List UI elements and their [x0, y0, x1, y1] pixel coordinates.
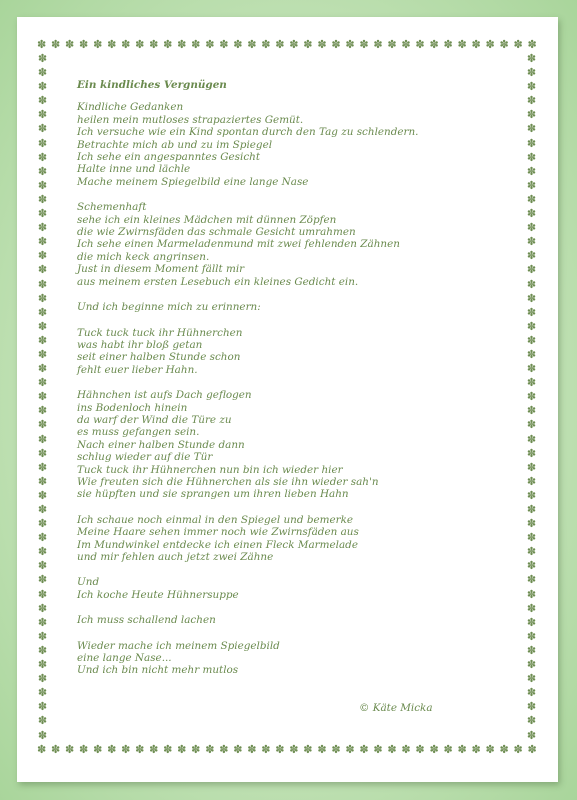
flower-ornament-icon: ✽	[191, 38, 201, 51]
poem-card	[17, 17, 558, 782]
flower-ornament-icon: ✽	[526, 573, 537, 587]
flower-ornament-icon: ✽	[513, 38, 523, 51]
flower-ornament-icon: ✽	[526, 404, 537, 418]
poem-stanza	[77, 101, 507, 188]
flower-ornament-icon: ✽	[317, 38, 327, 51]
flower-ornament-icon: ✽	[37, 517, 48, 531]
flower-ornament-icon: ✽	[177, 38, 187, 51]
flower-ornament-icon: ✽	[526, 376, 537, 390]
poem-line: Und ich beginne mich zu erinnern:	[77, 301, 261, 314]
flower-ornament-icon: ✽	[526, 94, 537, 108]
poem-signature: © Käte Micka	[359, 702, 433, 714]
flower-ornament-icon: ✽	[485, 743, 495, 756]
flower-ornament-icon: ✽	[51, 38, 61, 51]
flower-ornament-icon: ✽	[121, 743, 131, 756]
flower-ornament-icon: ✽	[401, 743, 411, 756]
poem-line: was habt ihr bloß getan	[77, 338, 203, 351]
poem-line: und mir fehlen auch jetzt zwei Zähne	[77, 551, 274, 563]
flower-ornament-icon: ✽	[37, 164, 48, 178]
flower-ornament-icon: ✽	[526, 531, 537, 545]
flower-ornament-icon: ✽	[526, 192, 537, 206]
flower-ornament-icon: ✽	[457, 38, 467, 51]
flower-ornament-icon: ✽	[233, 38, 243, 51]
poem-body	[77, 79, 507, 677]
flower-ornament-icon: ✽	[526, 545, 537, 559]
flower-ornament-icon: ✽	[526, 503, 537, 516]
poem-line: ins Bodenloch hinein	[77, 401, 188, 414]
flower-ornament-icon: ✽	[37, 488, 48, 502]
flower-ornament-icon: ✽	[37, 52, 48, 65]
flower-ornament-icon: ✽	[205, 38, 215, 51]
flower-ornament-icon: ✽	[37, 559, 48, 573]
flower-ornament-icon: ✽	[526, 150, 537, 164]
poem-stanza	[77, 389, 507, 501]
flower-ornament-icon: ✽	[485, 38, 495, 51]
poem-line: Ich muss schallend lachen	[77, 614, 216, 627]
flower-ornament-icon: ✽	[415, 38, 425, 51]
flower-ornament-icon: ✽	[429, 743, 439, 756]
poem-stanzas	[77, 101, 507, 676]
flower-ornament-icon: ✽	[359, 743, 369, 756]
flower-ornament-icon: ✽	[37, 80, 48, 94]
flower-ornament-icon: ✽	[247, 38, 257, 51]
poem-line: Meine Haare sehen immer noch wie Zwirnsfäden aus	[77, 526, 359, 539]
flower-ornament-icon: ✽	[526, 601, 537, 615]
poem-stanza	[77, 576, 507, 601]
poem-line: Betrachte mich ab und zu im Spiegel	[77, 138, 273, 151]
flower-ornament-icon: ✽	[219, 743, 229, 756]
stanza-gap	[77, 288, 507, 301]
poem-line: Wieder mache ich meinem Spiegelbild	[77, 639, 280, 652]
flower-ornament-icon: ✽	[37, 94, 48, 108]
poem-stanza	[77, 614, 507, 626]
flower-ornament-icon: ✽	[526, 714, 537, 728]
flower-ornament-icon: ✽	[37, 601, 48, 615]
poem-line: sehe ich ein kleines Mädchen mit dünnen Zöpfen	[77, 213, 337, 226]
flower-ornament-icon: ✽	[37, 376, 48, 390]
flower-ornament-icon: ✽	[275, 743, 285, 756]
poem-line: Mache meinem Spiegelbild eine lange Nase	[77, 175, 309, 188]
stanza-gap	[77, 501, 507, 514]
flower-ornament-icon: ✽	[37, 629, 48, 643]
flower-ornament-icon: ✽	[37, 686, 48, 700]
flower-ornament-icon: ✽	[373, 743, 383, 756]
flower-ornament-icon: ✽	[443, 743, 453, 756]
flower-ornament-icon: ✽	[471, 743, 481, 756]
flower-ornament-icon: ✽	[526, 249, 537, 263]
flower-ornament-icon: ✽	[526, 362, 537, 376]
flower-ornament-icon: ✽	[471, 38, 481, 51]
flower-ornament-icon: ✽	[37, 347, 48, 361]
flower-ornament-icon: ✽	[526, 488, 537, 502]
poem-line: Schemenhaft	[77, 201, 147, 214]
flower-ornament-icon: ✽	[387, 743, 397, 756]
flower-ornament-icon: ✽	[37, 743, 47, 756]
stanza-gap	[77, 563, 507, 576]
flower-ornament-icon: ✽	[37, 418, 48, 432]
poem-line: sie hüpften und sie sprangen um ihren lieben Hahn	[77, 488, 349, 501]
flower-ornament-icon: ✽	[37, 714, 48, 728]
poem-stanza	[77, 327, 507, 377]
flower-ornament-icon: ✽	[261, 743, 271, 756]
poem-line: schlug wieder auf die Tür	[77, 451, 213, 464]
flower-ornament-icon: ✽	[526, 460, 537, 474]
poem-line: Just in diesem Moment fällt mir	[77, 263, 245, 276]
flower-ornament-icon: ✽	[37, 531, 48, 545]
flower-ornament-icon: ✽	[177, 743, 187, 756]
poem-stanza	[77, 301, 507, 313]
flower-ornament-icon: ✽	[526, 122, 537, 136]
poem-line: Und ich bin nicht mehr mutlos	[77, 664, 239, 677]
flower-ornament-icon: ✽	[415, 743, 425, 756]
flower-ornament-icon: ✽	[513, 743, 523, 756]
flower-ornament-icon: ✽	[65, 38, 75, 51]
ornament-border-bottom	[37, 744, 537, 755]
flower-ornament-icon: ✽	[37, 66, 48, 80]
flower-ornament-icon: ✽	[37, 658, 48, 672]
poem-line: Ich sehe einen Marmeladenmund mit zwei fehlenden Zähnen	[77, 238, 400, 251]
flower-ornament-icon: ✽	[526, 587, 537, 601]
poem-title: Ein kindliches Vergnügen	[77, 79, 227, 91]
poem-line: die wie Zwirnsfäden das schmale Gesicht umrahmen	[77, 226, 356, 239]
flower-ornament-icon: ✽	[526, 728, 537, 742]
flower-ornament-icon: ✽	[526, 235, 537, 249]
stanza-gap	[77, 601, 507, 614]
poem-line: Ich sehe ein angespanntes Gesicht	[77, 151, 261, 164]
stanza-gap	[77, 627, 507, 640]
flower-ornament-icon: ✽	[37, 108, 48, 122]
poem-line: Und	[77, 576, 100, 589]
poem-line: Kindliche Gedanken	[77, 101, 184, 114]
flower-ornament-icon: ✽	[526, 615, 537, 629]
flower-ornament-icon: ✽	[526, 446, 537, 460]
poem-line: aus meinem ersten Lesebuch ein kleines Gedicht ein.	[77, 275, 359, 288]
ornament-border-top	[37, 39, 537, 50]
flower-ornament-icon: ✽	[37, 587, 48, 601]
flower-ornament-icon: ✽	[443, 38, 453, 51]
flower-ornament-icon: ✽	[37, 192, 48, 206]
stanza-gap	[77, 376, 507, 389]
flower-ornament-icon: ✽	[526, 136, 537, 150]
poem-line: Tuck tuck ihr Hühnerchen nun bin ich wieder hier	[77, 463, 343, 476]
flower-ornament-icon: ✽	[526, 66, 537, 80]
flower-ornament-icon: ✽	[526, 390, 537, 404]
flower-ornament-icon: ✽	[526, 178, 537, 192]
flower-ornament-icon: ✽	[499, 38, 509, 51]
flower-ornament-icon: ✽	[526, 291, 537, 305]
flower-ornament-icon: ✽	[526, 658, 537, 672]
flower-ornament-icon: ✽	[429, 38, 439, 51]
flower-ornament-icon: ✽	[37, 277, 48, 291]
flower-ornament-icon: ✽	[37, 615, 48, 629]
flower-ornament-icon: ✽	[526, 347, 537, 361]
flower-ornament-icon: ✽	[37, 319, 48, 333]
flower-ornament-icon: ✽	[526, 474, 537, 488]
poem-line: Nach einer halben Stunde dann	[77, 438, 245, 451]
flower-ornament-icon: ✽	[37, 474, 48, 488]
ornament-border-left	[37, 53, 48, 741]
flower-ornament-icon: ✽	[526, 672, 537, 686]
flower-ornament-icon: ✽	[93, 743, 103, 756]
flower-ornament-icon: ✽	[37, 404, 48, 418]
flower-ornament-icon: ✽	[205, 743, 215, 756]
flower-ornament-icon: ✽	[526, 559, 537, 573]
flower-ornament-icon: ✽	[37, 446, 48, 460]
flower-ornament-icon: ✽	[526, 52, 537, 65]
flower-ornament-icon: ✽	[37, 38, 47, 51]
poem-line: Ich versuche wie ein Kind spontan durch den Tag zu schlendern.	[77, 126, 419, 139]
flower-ornament-icon: ✽	[526, 333, 537, 347]
flower-ornament-icon: ✽	[526, 207, 537, 221]
flower-ornament-icon: ✽	[387, 38, 397, 51]
flower-ornament-icon: ✽	[331, 38, 341, 51]
poem-stanza	[77, 514, 507, 564]
flower-ornament-icon: ✽	[51, 743, 61, 756]
flower-ornament-icon: ✽	[37, 545, 48, 559]
flower-ornament-icon: ✽	[107, 38, 117, 51]
flower-ornament-icon: ✽	[37, 390, 48, 404]
flower-ornament-icon: ✽	[163, 743, 173, 756]
poem-line: seit einer halben Stunde schon	[77, 351, 241, 364]
flower-ornament-icon: ✽	[121, 38, 131, 51]
flower-ornament-icon: ✽	[219, 38, 229, 51]
flower-ornament-icon: ✽	[37, 573, 48, 587]
flower-ornament-icon: ✽	[303, 743, 313, 756]
flower-ornament-icon: ✽	[373, 38, 383, 51]
flower-ornament-icon: ✽	[135, 38, 145, 51]
poem-line: Im Mundwinkel entdecke ich einen Fleck Marmelade	[77, 538, 358, 551]
flower-ornament-icon: ✽	[37, 249, 48, 263]
flower-ornament-icon: ✽	[526, 221, 537, 235]
flower-ornament-icon: ✽	[107, 743, 117, 756]
flower-ornament-icon: ✽	[526, 629, 537, 643]
flower-ornament-icon: ✽	[526, 686, 537, 700]
poem-stanza	[77, 640, 507, 677]
flower-ornament-icon: ✽	[37, 136, 48, 150]
flower-ornament-icon: ✽	[526, 263, 537, 277]
flower-ornament-icon: ✽	[65, 743, 75, 756]
flower-ornament-icon: ✽	[303, 38, 313, 51]
poem-line: es muss gefangen sein.	[77, 426, 200, 439]
poem-line: Tuck tuck tuck ihr Hühnerchen	[77, 326, 243, 339]
flower-ornament-icon: ✽	[526, 432, 537, 446]
flower-ornament-icon: ✽	[526, 517, 537, 531]
poem-stanza	[77, 201, 507, 288]
poem-line: da warf der Wind die Türe zu	[77, 413, 232, 426]
flower-ornament-icon: ✽	[191, 743, 201, 756]
flower-ornament-icon: ✽	[37, 362, 48, 376]
flower-ornament-icon: ✽	[37, 672, 48, 686]
poem-line: Ich schaue noch einmal in den Spiegel und bemerke	[77, 513, 354, 526]
flower-ornament-icon: ✽	[37, 700, 48, 714]
poem-line: heilen mein mutloses strapaziertes Gemüt.	[77, 113, 304, 126]
poem-line: Hähnchen ist aufs Dach geflogen	[77, 389, 252, 402]
flower-ornament-icon: ✽	[526, 164, 537, 178]
flower-ornament-icon: ✽	[289, 38, 299, 51]
flower-ornament-icon: ✽	[37, 263, 48, 277]
poem-line: eine lange Nase...	[77, 652, 172, 665]
flower-ornament-icon: ✽	[37, 291, 48, 305]
flower-ornament-icon: ✽	[261, 38, 271, 51]
flower-ornament-icon: ✽	[79, 38, 89, 51]
flower-ornament-icon: ✽	[37, 207, 48, 221]
flower-ornament-icon: ✽	[37, 178, 48, 192]
stanza-gap	[77, 314, 507, 327]
flower-ornament-icon: ✽	[526, 80, 537, 94]
flower-ornament-icon: ✽	[345, 743, 355, 756]
poem-line: Ich koche Heute Hühnersuppe	[77, 588, 239, 601]
flower-ornament-icon: ✽	[149, 38, 159, 51]
flower-ornament-icon: ✽	[526, 643, 537, 657]
flower-ornament-icon: ✽	[526, 418, 537, 432]
flower-ornament-icon: ✽	[526, 277, 537, 291]
flower-ornament-icon: ✽	[93, 38, 103, 51]
flower-ornament-icon: ✽	[526, 305, 537, 319]
poem-line: Halte inne und lächle	[77, 163, 191, 176]
flower-ornament-icon: ✽	[526, 319, 537, 333]
flower-ornament-icon: ✽	[135, 743, 145, 756]
flower-ornament-icon: ✽	[37, 122, 48, 136]
flower-ornament-icon: ✽	[37, 333, 48, 347]
flower-ornament-icon: ✽	[37, 221, 48, 235]
flower-ornament-icon: ✽	[37, 150, 48, 164]
flower-ornament-icon: ✽	[247, 743, 257, 756]
flower-ornament-icon: ✽	[37, 643, 48, 657]
poem-line: Wie freuten sich die Hühnerchen als sie ihn wieder sah'n	[77, 475, 379, 488]
flower-ornament-icon: ✽	[526, 108, 537, 122]
stanza-gap	[77, 188, 507, 201]
flower-ornament-icon: ✽	[79, 743, 89, 756]
flower-ornament-icon: ✽	[345, 38, 355, 51]
flower-ornament-icon: ✽	[37, 460, 48, 474]
flower-ornament-icon: ✽	[457, 743, 467, 756]
flower-ornament-icon: ✽	[499, 743, 509, 756]
flower-ornament-icon: ✽	[37, 503, 48, 516]
poem-line: die mich keck angrinsen.	[77, 250, 210, 263]
flower-ornament-icon: ✽	[289, 743, 299, 756]
flower-ornament-icon: ✽	[149, 743, 159, 756]
flower-ornament-icon: ✽	[275, 38, 285, 51]
flower-ornament-icon: ✽	[233, 743, 243, 756]
flower-ornament-icon: ✽	[526, 700, 537, 714]
ornament-border-right	[526, 53, 537, 741]
flower-ornament-icon: ✽	[527, 743, 537, 756]
flower-ornament-icon: ✽	[163, 38, 173, 51]
poem-line: fehlt euer lieber Hahn.	[77, 363, 198, 376]
flower-ornament-icon: ✽	[37, 235, 48, 249]
flower-ornament-icon: ✽	[37, 305, 48, 319]
flower-ornament-icon: ✽	[527, 38, 537, 51]
flower-ornament-icon: ✽	[37, 728, 48, 742]
flower-ornament-icon: ✽	[317, 743, 327, 756]
flower-ornament-icon: ✽	[37, 432, 48, 446]
flower-ornament-icon: ✽	[359, 38, 369, 51]
flower-ornament-icon: ✽	[401, 38, 411, 51]
flower-ornament-icon: ✽	[331, 743, 341, 756]
